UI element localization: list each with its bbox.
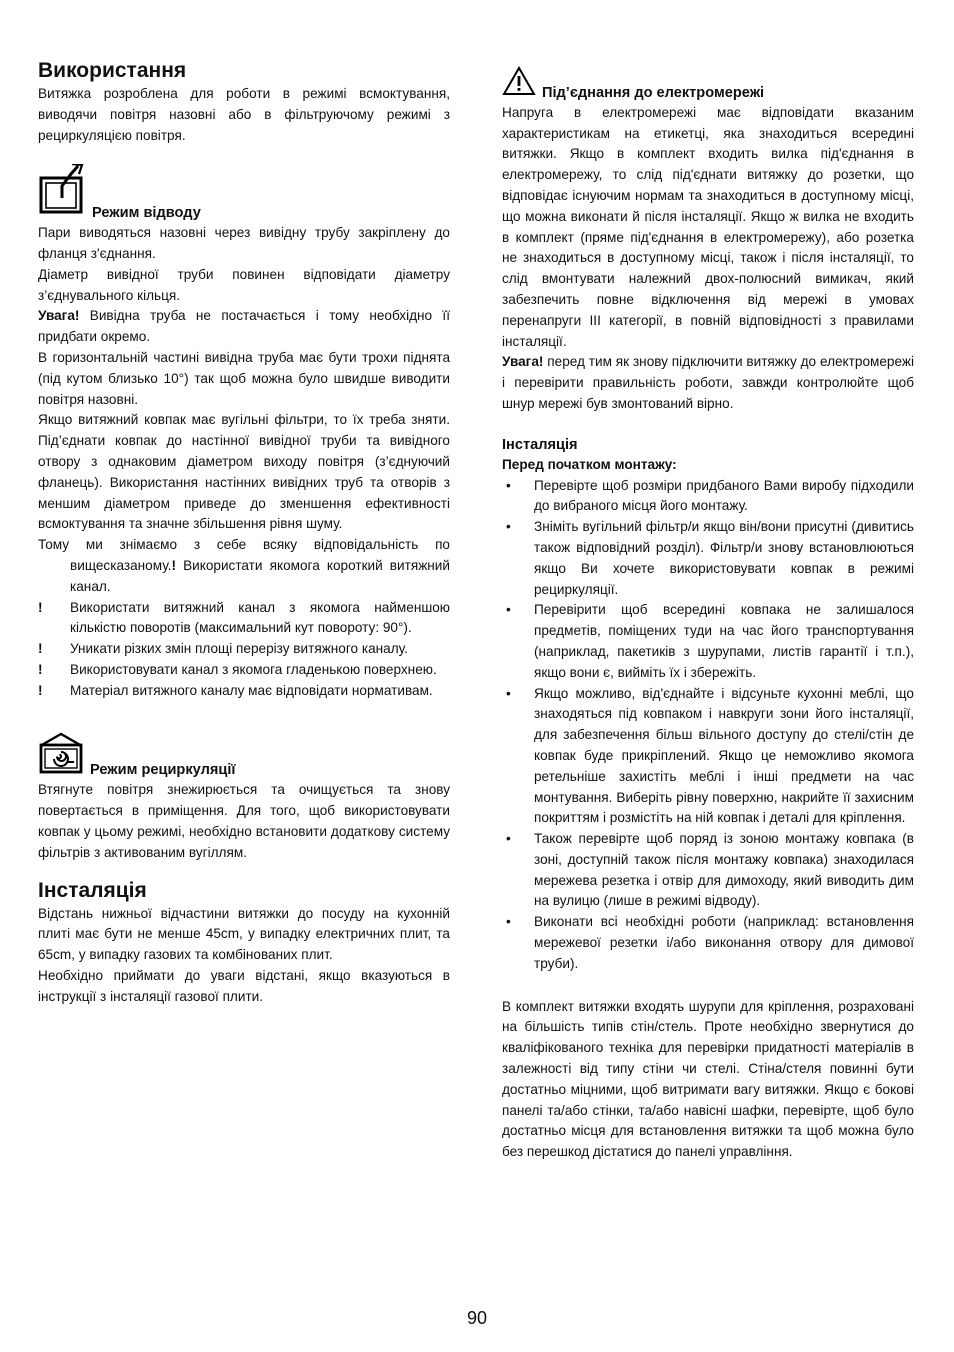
exhaust-p2: Діаметр вивідної труби повинен відповідати діаметру з’єднувального кільця. xyxy=(38,266,450,303)
electric-title: Під’єднання до електромережі xyxy=(542,84,765,101)
usage-heading: Використання xyxy=(38,59,187,82)
list-item: • Якщо можливо, від'єднайте і відсуньте кухонні меблі, що знаходяться під ковпаком і навкруги зони його інсталяції, для забезпечення більш вільного доступу до стелі/стін де ковпак буде прикріплений. Якщо це неможливо якомога ретельніше захистіть меблі і інші предмети на час монтування. Виберіть рівну поверхню, накрийте її захисним покриттям і розмістіть на ній ковпак і деталі для кріплення. xyxy=(506,685,914,826)
exhaust-p4: В горизонтальній частині вивідна труба має бути трохи піднята (під кутом близько 10°) так щоб можна було швидше виводити повітря назовні. xyxy=(38,349,450,407)
electric-p1: Напруга в електромережі має відповідати вказаним характеристикам на етикетці, яка знаходиться всередині витяжки. Якщо в комплект входить вилка під'єднання в електромережу, то слід під'єднати витяжку до розетки, що відповідає існуючим нормам та знаходиться в доступному місці, що можна виконати й після інсталяції. Якщо ж вилка не входить в комплект (пряме під'єднання в електромережу), або розетка не знаходиться в доступному місці, також і після інсталяції, то слід вмонтувати належний двох-полюсний вимикач, який забезпечить повне відключення від мережі в умовах перенапруги ІІІ категорії, в повній відповідності з правилами інсталяції. xyxy=(502,104,914,349)
recirc-title: Режим рециркуляції xyxy=(90,762,236,779)
right-install-subtitle: Перед початком монтажу: xyxy=(502,456,677,472)
list-item: ! Використати витяжний канал з якомога найменшою кількістю поворотів (максимальний кут повороту: 90°). xyxy=(38,599,450,636)
page-number: 90 xyxy=(466,1308,488,1328)
exhaust-p3: Увага! Вивідна труба не постачається і тому необхідно її придбати окремо. xyxy=(38,308,450,345)
install-closing: В комплект витяжки входять шурупи для кріплення, розраховані на більшість типів стін/стель. Проте необхідно звернутися до кваліфікованого техніка для перевірки придатності матеріалів в залежності від типу стіни чи стелі. Стіна/стеля повинні бути достатньо міцними, щоб витримати вагу витяжки. Якщо є бокові панелі та/або стінки, та/або навісні шафки, перевірте, щоб було достатньо місця для встановлення витяжки та щоб можна було без перешкод дістатися до панелі управління. xyxy=(502,998,914,1160)
recirc-header xyxy=(38,732,450,781)
list-item: • Також перевірте щоб поряд із зоною монтажу ковпака (в зоні, доступній також після монтажу ковпака) знаходилася мережева резетка і отвір для димоходу, який виводить дим на вулицю (лише в режимі відводу). xyxy=(506,831,914,909)
exhaust-header xyxy=(38,164,450,223)
install-p1: Відстань нижньої відчастини витяжки до посуду на кухонній плиті має бути не менше 45cm, у випадку електричних плит, та 65cm, у випадку газових та комбінованих плит. xyxy=(38,905,450,963)
list-item: • Зніміть вугільний фільтр/и якщо він/вони присутні (дивитись також відповідний розділ). Фільтр/и знову встановлюються якщо Ви хочете використовувати ковпак в режимі рециркуляції. xyxy=(506,519,914,597)
warning-label: Увага! xyxy=(502,354,544,370)
usage-text: Витяжка розроблена для роботи в режимі всмоктування, виводячи повітря назовні або в фільтруючому режимі з рециркуляцією повітря. xyxy=(38,86,450,143)
list-item: • Виконати всі необхідні роботи (наприклад: встановлення мережевої резетки і/або виконання отвору для димової труби). xyxy=(506,914,914,971)
exhaust-list xyxy=(38,598,450,702)
recirc-text: Втягнуте повітря знежирюється та очищується та знову повертається в приміщення. Для того, щоб використовувати ковпак у цьому режимі, необхідно встановити додаткову систему фільтрів з активованим вугіллям. xyxy=(38,782,450,860)
exhaust-p1: Пари виводяться назовні через вивідну трубу закріплену до фланця з'єднання. xyxy=(38,225,450,261)
list-item: • Перевірити щоб всередині ковпака не залишалося предметів, поміщених туди на час його транспортування (наприклад, пакетиків з шурупами, листів гарантії і т.п.), якщо вони є, вийміть їх і збережіть. xyxy=(506,602,914,680)
list-item: ! Уникати різких змін площі перерізу витяжного каналу. xyxy=(38,641,408,657)
house-exhaust-icon xyxy=(38,164,86,223)
list-item: ! Використовувати канал з якомога гладенькою поверхнею. xyxy=(38,661,437,677)
right-install-title: Інсталяція xyxy=(502,436,578,453)
electric-p2: Увага! перед тим як знову підключити витяжку до електромережі і перевірити правильність роботи, завжди контролюйте щоб шнур мережі був змонтований вірно. xyxy=(502,354,914,411)
exhaust-p5: Якщо витяжний ковпак має вугільні фільтри, то їх треба зняти. Під’єднати ковпак до настінної вивідної труби та вивідного отвору з однаковим діаметром виходу повітря (з’єднуючий фланець). Використання настінних вивідних труб та отворів з меншим діаметром приведе до зменшення ефективності всмоктування та значне збільшення рівня шуму. xyxy=(38,412,450,532)
list-item: • Перевірте щоб розміри придбаного Вами виробу підходили до вибраного місця його монтажу. xyxy=(506,477,914,514)
install-bullets xyxy=(502,476,914,975)
left-column xyxy=(38,58,450,1007)
warning-triangle-icon xyxy=(502,66,536,103)
exhaust-p6: Тому ми знімаємо з себе всяку відповідальність по вищесказаному.! Використати якомога короткий витяжний канал. xyxy=(38,537,450,594)
install-p2: Необхідно приймати до уваги відстані, якщо вказуються в інструкції з інсталяції газової плити. xyxy=(38,967,450,1004)
list-item: ! Матеріал витяжного каналу має відповідати нормативам. xyxy=(38,682,433,698)
house-recirculation-icon xyxy=(38,732,84,781)
exhaust-title: Режим відводу xyxy=(92,205,201,222)
install-heading: Інсталяція xyxy=(38,878,147,902)
electric-header xyxy=(502,66,914,103)
right-column xyxy=(502,66,914,1163)
warning-label: Увага! xyxy=(38,308,80,324)
